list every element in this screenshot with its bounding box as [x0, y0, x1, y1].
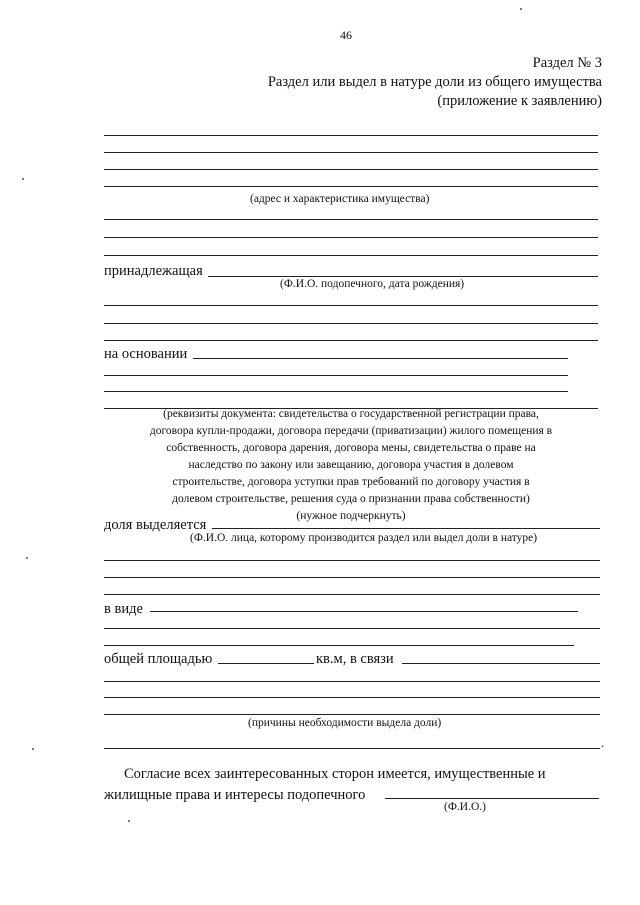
- consent-line-2: жилищные права и интересы подопечного: [104, 787, 366, 803]
- requisites-line: собственность, договора дарения, договора мены, свидетельства о праве на: [166, 442, 536, 454]
- scan-speck: [32, 748, 34, 750]
- reason-line-4[interactable]: [104, 748, 600, 749]
- requisites-block: [104, 406, 598, 525]
- consent-fio-caption: (Ф.И.О.): [444, 801, 486, 813]
- share-line-4[interactable]: [104, 594, 600, 595]
- address-line-4[interactable]: [104, 186, 598, 187]
- address-line-5[interactable]: [104, 219, 598, 220]
- scan-speck: [26, 557, 28, 559]
- share-line-2[interactable]: [104, 560, 600, 561]
- address-line-1[interactable]: [104, 135, 598, 136]
- ward-line-2[interactable]: [104, 323, 598, 324]
- scan-speck: [520, 8, 522, 10]
- requisites-line: (реквизиты документа: свидетельства о государственной регистрации права,: [163, 408, 539, 420]
- scan-speck: [22, 178, 24, 180]
- form-line-2[interactable]: [104, 628, 600, 629]
- ward-line-3[interactable]: [104, 340, 598, 341]
- scan-speck: [128, 820, 130, 822]
- requisites-line: наследство по закону или завещанию, договора участия в долевом: [188, 459, 514, 471]
- address-line-2[interactable]: [104, 152, 598, 153]
- requisites-note: (нужное подчеркнуть): [296, 510, 406, 522]
- reason-line-2[interactable]: [104, 697, 600, 698]
- requisites-line: договора купли-продажи, договора передачи (приватизации) жилого помещения в: [149, 425, 553, 437]
- share-line[interactable]: [212, 528, 600, 529]
- basis-line-3[interactable]: [104, 391, 568, 392]
- consent-line-1: Согласие всех заинтересованных сторон имеется, имущественные и: [124, 766, 546, 782]
- area-reason-line[interactable]: [402, 663, 600, 664]
- form-title: Раздел или выдел в натуре доли из общего имущества: [267, 74, 602, 90]
- reason-line-1[interactable]: [104, 681, 600, 682]
- form-subtitle: (приложение к заявлению): [437, 93, 602, 109]
- section-number: Раздел № 3: [532, 55, 602, 71]
- requisites-line: долевом строительстве, решения суда о признании права собственности): [172, 493, 530, 505]
- ward-line-1[interactable]: [104, 305, 598, 306]
- requisites-line: строительстве, договора уступки прав требований по договору участия в: [172, 476, 530, 488]
- share-line-3[interactable]: [104, 577, 600, 578]
- share-label: доля выделяется: [104, 517, 207, 533]
- form-line-1[interactable]: [150, 611, 578, 612]
- basis-line-1[interactable]: [193, 358, 568, 359]
- share-person-caption: (Ф.И.О. лица, которому производится раздел или выдел доли в натуре): [190, 532, 538, 544]
- address-line-7[interactable]: [104, 255, 598, 256]
- basis-label: на основании: [104, 346, 188, 362]
- page-number: 46: [340, 28, 352, 42]
- form-line-3[interactable]: [104, 645, 574, 646]
- form-label: в виде: [104, 601, 143, 617]
- reason-line-3[interactable]: [104, 714, 600, 715]
- reasons-caption: (причины необходимости выдела доли): [248, 717, 442, 729]
- area-label: общей площадью: [104, 651, 213, 667]
- belonging-label: принадлежащая: [104, 263, 203, 279]
- basis-line-2[interactable]: [104, 375, 568, 376]
- area-unit-label: кв.м, в связи: [316, 651, 394, 667]
- address-line-3[interactable]: [104, 169, 598, 170]
- consent-fio-line[interactable]: [385, 798, 599, 799]
- ward-caption: (Ф.И.О. подопечного, дата рождения): [280, 278, 465, 290]
- address-caption: (адрес и характеристика имущества): [250, 193, 430, 205]
- area-value-line[interactable]: [218, 663, 314, 664]
- final-period: .: [601, 735, 605, 750]
- address-line-6[interactable]: [104, 237, 598, 238]
